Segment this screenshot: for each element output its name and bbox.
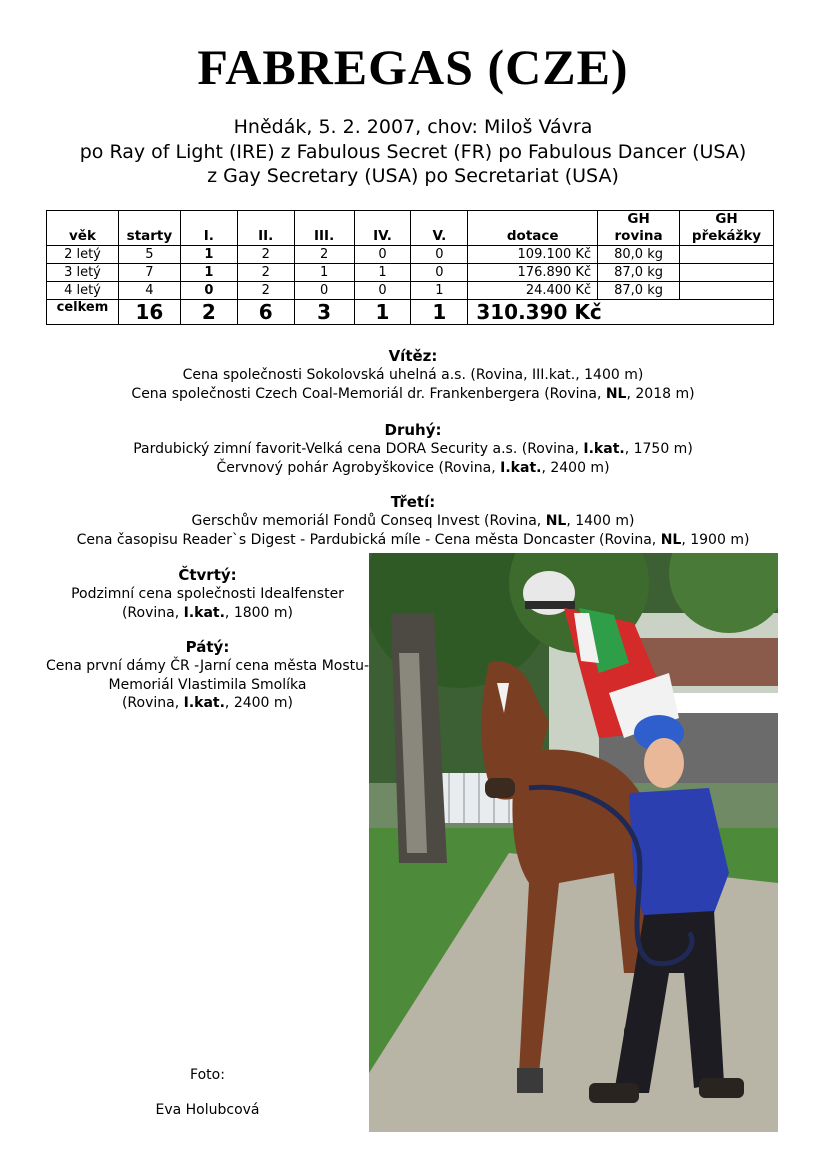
table-row xyxy=(47,246,774,264)
race-category: NL xyxy=(605,385,627,402)
cell-gh-jumps xyxy=(680,282,774,300)
total-first: 2 xyxy=(180,300,237,325)
col-header-prize: dotace xyxy=(468,211,598,246)
race-text: Červnový pohár Agrobyškovice (Rovina, xyxy=(216,459,501,476)
race-text: Pardubický zimní favorit-Velká cena DORA Security a.s. (Rovina, xyxy=(133,441,584,457)
fourth-race-details xyxy=(40,604,375,623)
winner-race-1: Cena společnosti Sokolovská uhelná a.s. (Rovina, III.kat., 1400 m) xyxy=(182,367,644,383)
col-header-age: věk xyxy=(47,211,119,246)
third-race-1 xyxy=(0,512,826,531)
cell-gh-flat: 80,0 kg xyxy=(598,246,680,264)
photo-credit-label: Foto: xyxy=(190,1067,225,1083)
cell-starts: 7 xyxy=(118,264,180,282)
cell-fifth: 0 xyxy=(411,264,468,282)
race-distance: , 1400 m) xyxy=(566,513,635,529)
race-category: NL xyxy=(545,513,567,529)
table-row xyxy=(47,282,774,300)
total-prize: 310.390 Kč xyxy=(468,300,774,325)
cell-third: 0 xyxy=(294,282,354,300)
race-text: (Rovina, xyxy=(121,695,184,711)
col-header-gh-jumps: GH překážky xyxy=(680,211,774,246)
fifth-place-heading: Pátý: xyxy=(185,638,230,656)
fifth-race-name-1: Cena první dámy ČR -Jarní cena města Mostu- xyxy=(45,658,370,674)
cell-starts: 5 xyxy=(118,246,180,264)
total-label: celkem xyxy=(47,300,119,325)
race-category: I.kat. xyxy=(583,441,625,457)
cell-third: 1 xyxy=(294,264,354,282)
horse-photo xyxy=(369,553,778,1132)
race-category: I.kat. xyxy=(500,459,542,476)
cell-starts: 4 xyxy=(118,282,180,300)
cell-gh-flat: 87,0 kg xyxy=(598,282,680,300)
race-category: I.kat. xyxy=(183,695,225,711)
cell-age: 4 letý xyxy=(47,282,119,300)
cell-prize: 24.400 Kč xyxy=(468,282,598,300)
race-text: (Rovina, xyxy=(121,604,184,621)
total-fourth: 1 xyxy=(354,300,411,325)
cell-gh-jumps xyxy=(680,264,774,282)
cell-second: 2 xyxy=(237,264,294,282)
cell-fourth: 0 xyxy=(354,246,411,264)
race-distance: , 1900 m) xyxy=(681,531,750,548)
race-stats-table xyxy=(46,210,774,325)
second-place-section xyxy=(0,421,826,477)
cell-first: 1 xyxy=(180,246,237,264)
second-race-2 xyxy=(0,459,826,478)
cell-second: 2 xyxy=(237,282,294,300)
col-header-gh-flat: GH rovina xyxy=(598,211,680,246)
race-distance: , 1750 m) xyxy=(624,441,693,457)
second-race-1 xyxy=(0,440,826,459)
cell-age: 3 letý xyxy=(47,264,119,282)
race-category: I.kat. xyxy=(183,604,225,621)
col-header-first: I. xyxy=(180,211,237,246)
pedigree-line-2: po Ray of Light (IRE) z Fabulous Secret (FR) po Fabulous Dancer (USA) xyxy=(79,140,747,163)
winner-section xyxy=(0,347,826,403)
col-header-fourth: IV. xyxy=(354,211,411,246)
photo-credit-name: Eva Holubcová xyxy=(155,1102,260,1118)
race-distance: , 2018 m) xyxy=(626,385,695,402)
page-title: FABREGAS (CZE) xyxy=(197,39,629,95)
cell-fourth: 0 xyxy=(354,282,411,300)
cell-age: 2 letý xyxy=(47,246,119,264)
cell-prize: 176.890 Kč xyxy=(468,264,598,282)
fifth-race-details xyxy=(40,694,375,713)
cell-fourth: 1 xyxy=(354,264,411,282)
cell-gh-jumps xyxy=(680,246,774,264)
winner-heading: Vítěz: xyxy=(388,347,438,365)
table-row xyxy=(47,264,774,282)
second-place-heading: Druhý: xyxy=(384,421,442,439)
race-text: Cena časopisu Reader`s Digest - Pardubická míle - Cena města Doncaster (Rovina, xyxy=(76,531,661,548)
fourth-place-section xyxy=(40,566,375,622)
fourth-race-name: Podzimní cena společnosti Idealfenster xyxy=(71,586,344,602)
race-text: Gerschův memoriál Fondů Conseq Invest (Rovina, xyxy=(191,513,546,529)
table-total-row xyxy=(47,300,774,325)
total-fifth: 1 xyxy=(411,300,468,325)
total-starts: 16 xyxy=(118,300,180,325)
pedigree-info xyxy=(0,115,826,189)
third-race-2 xyxy=(0,531,826,550)
pedigree-line-1: Hnědák, 5. 2. 2007, chov: Miloš Vávra xyxy=(233,116,593,138)
cell-first: 0 xyxy=(180,282,237,300)
total-third: 3 xyxy=(294,300,354,325)
cell-gh-flat: 87,0 kg xyxy=(598,264,680,282)
third-place-heading: Třetí: xyxy=(390,493,436,511)
col-header-second: II. xyxy=(237,211,294,246)
cell-first: 1 xyxy=(180,264,237,282)
col-header-starts: starty xyxy=(118,211,180,246)
table-header-row xyxy=(47,211,774,246)
cell-fifth: 0 xyxy=(411,246,468,264)
col-header-third: III. xyxy=(294,211,354,246)
race-distance: , 1800 m) xyxy=(224,604,294,621)
cell-prize: 109.100 Kč xyxy=(468,246,598,264)
fifth-race-name-2: Memoriál Vlastimila Smolíka xyxy=(108,676,307,693)
winner-race-2 xyxy=(0,385,826,404)
third-place-section xyxy=(0,493,826,549)
race-category: NL xyxy=(660,531,682,548)
col-header-fifth: V. xyxy=(411,211,468,246)
fourth-place-heading: Čtvrtý: xyxy=(178,566,237,584)
race-distance: , 2400 m) xyxy=(541,459,610,476)
race-text: Cena společnosti Czech Coal-Memoriál dr. Frankenbergera (Rovina, xyxy=(131,385,606,402)
fifth-place-section xyxy=(40,638,375,713)
cell-fifth: 1 xyxy=(411,282,468,300)
pedigree-line-3: z Gay Secretary (USA) po Secretariat (USA) xyxy=(207,165,619,187)
cell-second: 2 xyxy=(237,246,294,264)
cell-third: 2 xyxy=(294,246,354,264)
race-distance: , 2400 m) xyxy=(224,695,294,711)
total-second: 6 xyxy=(237,300,294,325)
